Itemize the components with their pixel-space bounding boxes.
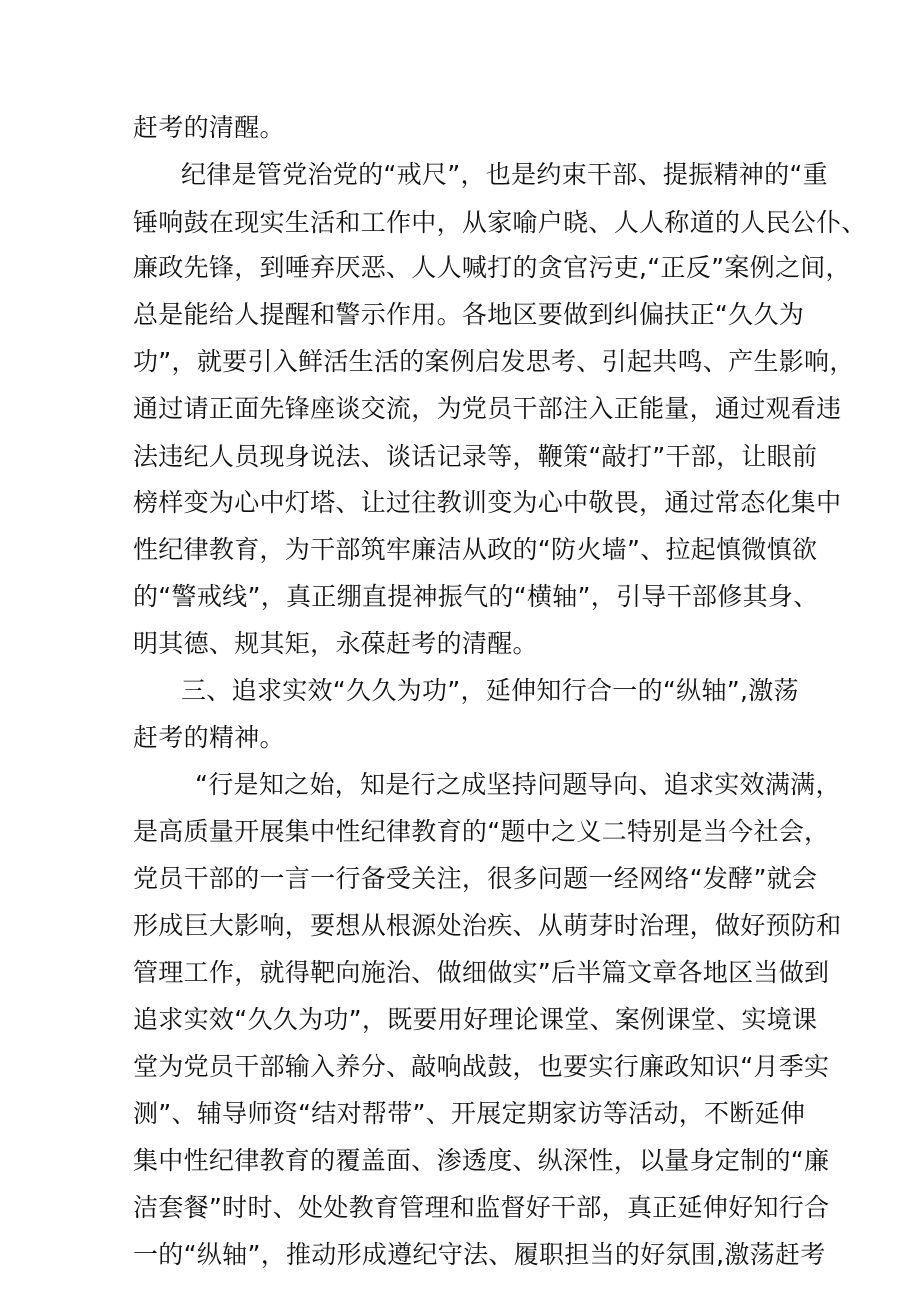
text-line: 的“警戒线”，真正绷直提神振气的“横轴”，引导干部修其身、	[133, 582, 819, 611]
text-line: 是高质量开展集中性纪律教育的“题中之义二特别是当今社会，	[133, 817, 830, 846]
text-line: 赶考的清醒。	[133, 113, 285, 142]
section-heading-cont: 赶考的精神。	[133, 723, 285, 752]
text-line: “行是知之始，知是行之成坚持问题导向、追求实效满满，	[195, 770, 841, 799]
text-line: 法违纪人员现身说法、谈话记录等，鞭策“敲打”干部，让眼前	[133, 442, 818, 471]
text-line: 性纪律教育，为干部筑牢廉洁从政的“防火墙”、拉起慎微慎欲	[133, 535, 818, 564]
text-line: 集中性纪律教育的覆盖面、渗透度、纵深性，以量身定制的“廉	[133, 1146, 830, 1175]
text-line: 通过请正面先锋座谈交流，为党员干部注入正能量，通过观看违	[133, 394, 842, 423]
text-line: 廉政先锋，到唾弃厌恶、人人喊打的贪官污吏,“正反”案例之间，	[133, 253, 851, 282]
text-line: 测”、辅导师资“结对帮带”、开展定期家访等活动，不断延伸	[133, 1099, 806, 1128]
text-line: 洁套餐”时时、处处教育管理和监督好干部，真正延伸好知行合	[133, 1193, 830, 1222]
text-line: 纪律是管党治党的“戒尺”，也是约束干部、提振精神的“重	[181, 160, 828, 189]
text-line: 追求实效“久久为功”，既要用好理论课堂、案例课堂、实境课	[133, 1005, 818, 1034]
text-line: 管理工作，就得靶向施治、做细做实”后半篇文章各地区当做到	[133, 958, 830, 987]
section-heading: 三、追求实效“久久为功”，延伸知行合一的“纵轴”,激荡	[181, 676, 799, 705]
text-line: 党员干部的一言一行备受关注，很多问题一经网络“发酵”就会	[133, 864, 818, 893]
text-line: 堂为党员干部输入养分、敲响战鼓，也要实行廉政知识“月季实	[133, 1052, 830, 1081]
text-line: 明其德、规其矩，永葆赶考的清醒。	[133, 629, 538, 658]
text-line: 锤响鼓在现实生活和工作中，从家喻户晓、人人称道的人民公仆、	[133, 208, 867, 237]
text-line: 功”，就要引入鲜活生活的案例启发思考、引起共鸣、产生影响，	[133, 347, 855, 376]
text-line: 一的“纵轴”，推动形成遵纪守法、履职担当的好氛围,激荡赶考	[133, 1240, 826, 1269]
text-line: 形成巨大影响，要想从根源处治疾、从萌芽时治理，做好预防和	[133, 911, 842, 940]
text-line: 榜样变为心中灯塔、让过往教训变为心中敬畏，通过常态化集中	[133, 488, 842, 517]
text-line: 总是能给人提醒和警示作用。各地区要做到纠偏扶正“久久为	[133, 300, 805, 329]
